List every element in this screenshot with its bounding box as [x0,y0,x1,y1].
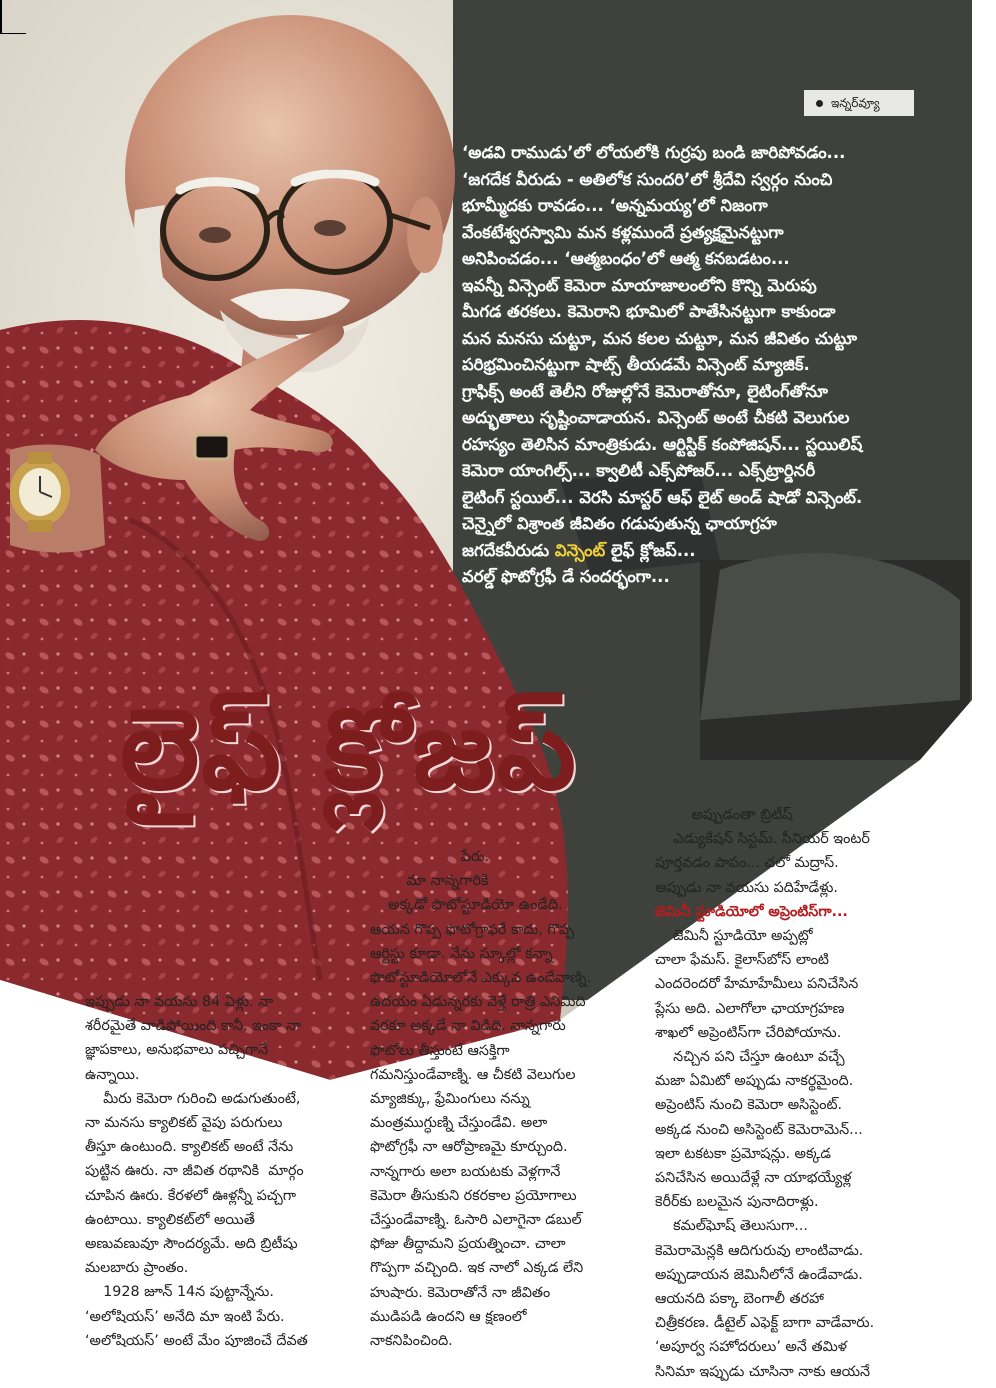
article-line: నచ్చిన పని చేస్తూ ఉంటూ వచ్చే [655,1049,845,1066]
article-line: చూపిన ఊరు. కేరళలో ఊళ్లన్నీ పచ్చగా [85,1187,297,1204]
article-line: మా నాన్నగారికి [370,873,489,890]
article-line: ఆయనది పక్కా బెంగాలీ తరహా [655,1291,824,1308]
intro-line: గ్రాఫిక్స్ అంటే తెలీని రోజుల్లోనే కెమెరాతోనూ, లైటింగ్‌తోనూ [462,381,828,401]
intro-line: మన మనసు చుట్టూ, మన కలల చుట్టూ, మన జీవితం చుట్టూ [462,328,857,348]
bullet-icon [816,100,823,107]
article-line: కమల్‌ఘోష్ తెలుసుగా... [655,1218,808,1235]
article-line: అప్రెంటిస్ నుంచి కెమెరా అసిస్టెంట్. [655,1097,843,1114]
intro-line: ‘జగదేక వీరుడు - అతిలోక సుందరి’లో శ్రీదేవి స్వర్గం నుంచి [462,169,833,189]
intro-line: వరల్డ్ ఫొటోగ్రఫీ డే సందర్భంగా... [462,567,670,586]
article-line: ఎందరెందరో హేమాహేమీలు పనిచేసిన [655,976,859,993]
intro-line [462,538,932,565]
article-line: ‘అలోషియస్’ అంటే మేం పూజించే దేవత [85,1332,308,1349]
article-line: తీస్తూ ఉంటుంది. క్యాలికట్ అంటే నేను [85,1139,294,1156]
intro-highlight: విన్సెంట్ [554,540,606,560]
section-tag [804,90,914,116]
article-line: ముడిపడి ఉందని ఆ క్షణంలో [370,1308,527,1325]
article-line: సినిమా ఇప్పుడు చూసినా నాకు ఆయనే [655,1363,870,1380]
section-heading: జెమినీ స్టూడియోలో అప్రెంటిస్‌గా... [655,903,848,920]
article-line: చాలా ఫేమస్. కైలాస్‌బోస్ లాంటి [655,952,829,969]
article-line: ‘అపూర్వ సహోదరులు’ అనే తమిళ [655,1339,847,1356]
article-column-1 [85,990,355,1353]
article-line: అప్పుడాయన జెమినీలోనే ఉండేవాడు. [655,1266,863,1283]
article-line: ప్లేసు అది. ఎలాగోలా ఛాయాగ్రహణ [655,1000,845,1017]
article-line: పేరు. [370,849,490,865]
article-line: 1928 జూన్ 14న పుట్టాన్నేను. [85,1284,274,1301]
article-line: నాకనిపించింది. [370,1333,453,1350]
article-line: వరకూ అక్కడే నా విడిది. నాన్నగారు [370,1018,566,1035]
article-line: ఇలా టకటకా ప్రమోషన్లు. అక్కడ [655,1145,831,1162]
article-line: అక్కడ నుంచి అసిస్టెంట్ కెమెరామెన్... [655,1121,863,1138]
article-line: ‘అలోషియస్’ అనేది మా ఇంటి పేరు. [85,1308,285,1325]
article-line: ఉదయం ఏడున్నరకు వెళ్తే రాత్రి ఎనిమిది [370,994,586,1011]
intro-line: భూమ్మీదకు రావడం... ‘అన్నమయ్య’లో నిజంగా [462,196,768,215]
article-line: నా మనసు క్యాలికట్ వైపు పరుగులు [85,1115,283,1132]
article-line: ఫొటోగ్రఫీ నా ఆరోప్రాణమై కూర్చుంది. [370,1139,568,1156]
intro-line: ఇవన్నీ విన్సెంట్ కెమెరా మాయాజాలంలోని కొన్ని మెరుపు [462,275,817,295]
intro-line: లైటింగ్ స్టయిల్... వెరసి మాస్టర్ ఆఫ్ లైట్ అండ్ షాడో విన్సెంట్. [462,487,863,507]
article-line: పనిచేసిన అయిదేళ్లే నా యాభయ్యేళ్ల [655,1170,852,1187]
article-line: శరీరమైతే వాడిపోయింది కానీ, ఇంకా నా [85,1018,301,1035]
intro-line: చెన్నైలో విశ్రాంత జీవితం గడుపుతున్న ఛాయాగ్రహ [462,514,777,533]
intro-line: వేంకటేశ్వరస్వామి మన కళ్లముందే ప్రత్యక్షమైనట్టుగా [462,222,784,242]
article-line: మజా ఏమిటో అప్పుడు నాకర్థమైంది. [655,1073,854,1090]
intro-line: పరిభ్రమించినట్టుగా షాట్స్ తీయడమే విన్సెంట్ మ్యాజిక్. [462,355,810,374]
article-line: గొప్పగా వచ్చింది. ఇక నాలో ఎక్కడ లేని [370,1260,584,1277]
intro-paragraph [462,140,932,591]
article-line: జ్ఞాపకాలు, అనుభవాలు పచ్చిగానే [85,1042,269,1059]
article-line: ఫొటోలు తీస్తుంటే ఆసక్తిగా [370,1042,510,1059]
article-line: ఎడ్యుకేషన్ సిస్టమ్. సీనియర్ ఇంటర్ [655,831,870,848]
article-line: నాన్నగారు అలా బయటకు వెళ్లగానే [370,1163,561,1180]
article-line: అణువణువూ సౌందర్యమే. అది బ్రిటీషు [85,1236,298,1253]
page-title: లైఫ్ క్లోజప్ [120,684,579,815]
article-line: ఆర్టిస్టు కూడా. నేను స్కూల్లో కన్నా [370,945,553,962]
article-line: శాఖలో అప్రెంటిస్‌గా చేరిపోయాను. [655,1024,842,1041]
article-line: హుషారు. కెమెరాతోనే నా జీవితం [370,1284,551,1301]
article-line: కెమెరామెన్లకి ఆదిగురువు లాంటివాడు. [655,1242,864,1259]
article-column-2 [370,845,650,1353]
article-line: పుట్టిన ఊరు. నా జీవిత రథానికి మార్గం [85,1163,304,1180]
intro-line: మీగడ తరకలు. కెమెరాని భూమిలో పాతేసినట్టుగా కాకుండా [462,302,836,321]
article-line: ఉంటాయి. క్యాలికట్‌లో అయితే [85,1211,255,1228]
intro-line-end: లైఫ్ క్లోజప్... [605,540,696,560]
article-line: ఫోజు తీద్దామని ప్రయత్నించా. చాలా [370,1236,566,1253]
intro-line: ‘అడవి రాముడు’లో లోయలోకి గుర్రపు బండి జారిపోవడం... [462,143,846,162]
article-line: మీరు కెమెరా గురించి అడుగుతుంటే, [85,1090,301,1107]
intro-line: రహస్యం తెలిసిన మాంత్రికుడు. ఆర్టిస్టిక్ కంపోజిషన్... స్టయిలిష్ [462,434,863,454]
article-line: కెమెరా తీసుకుని రకరకాల ప్రయోగాలు [370,1187,577,1204]
article-line: ఫొటోస్టూడియోలోనే ఎక్కువ ఉండేవాణ్ని. [370,970,592,987]
article-line: అక్కడో ఫొటోస్టూడియో ఉండేది. [370,897,563,914]
article-line: ఆయన గొప్ప ఫొటోగ్రాఫరే కాదు, గొప్ప [370,921,575,938]
intro-line: కెమెరా యాంగిల్స్... క్వాలిటీ ఎక్స్‌పోజర్... ఎక్స్‌ట్రార్డినరీ [462,461,816,480]
article-column-3 [655,803,925,1384]
article-line: చేస్తుండేవాణ్ని. ఓసారి ఎలాగైనా డబుల్ [370,1212,582,1229]
article-line: అప్పుడు నా వయసు పదిహేడేళ్లు. [655,879,838,896]
article-line: అప్పుడంతా బ్రిటీష్ [655,807,793,823]
article-line: మంత్రముగ్ధుణ్ని చేస్తుండేవి. అలా [370,1115,548,1132]
intro-line-start: జగదేకవీరుడు [462,540,555,560]
crop-mark [0,0,26,34]
article-line: చిత్రీకరణ. డీటైల్ ఎఫెక్ట్ బాగా వాడేవారు. [655,1315,875,1332]
article-line: ఉన్నాయి. [85,1066,140,1083]
article-line: పూర్తవడం పాపం... చలో మద్రాస్. [655,855,839,872]
article-line: గమనిస్తుండేవాణ్ని. ఆ చీకటి వెలుగుల [370,1066,576,1083]
intro-line: అద్భుతాలు సృష్టించాడాయన. విన్సెంట్ అంటే చీకటి వెలుగుల [462,408,850,427]
article-line: మ్యాజిక్కు, ఫ్రేమింగులు నన్ను [370,1091,530,1108]
article-line: మలబారు ప్రాంతం. [85,1260,189,1277]
intro-line: అనిపించడం... ‘ఆత్మబంధం’లో ఆత్మ కనబడటం... [462,249,790,268]
article-line: జెమినీ స్టూడియో అప్పట్లో [655,928,813,945]
article-line: కెరీర్‌కు బలమైన పునాదిరాళ్లు. [655,1194,819,1211]
article-line: ఇప్పుడు నా వయసు 84 ఏళ్లు. నా [85,994,274,1010]
section-tag-label: ఇన్నర్‌వ్యూ [831,96,880,110]
